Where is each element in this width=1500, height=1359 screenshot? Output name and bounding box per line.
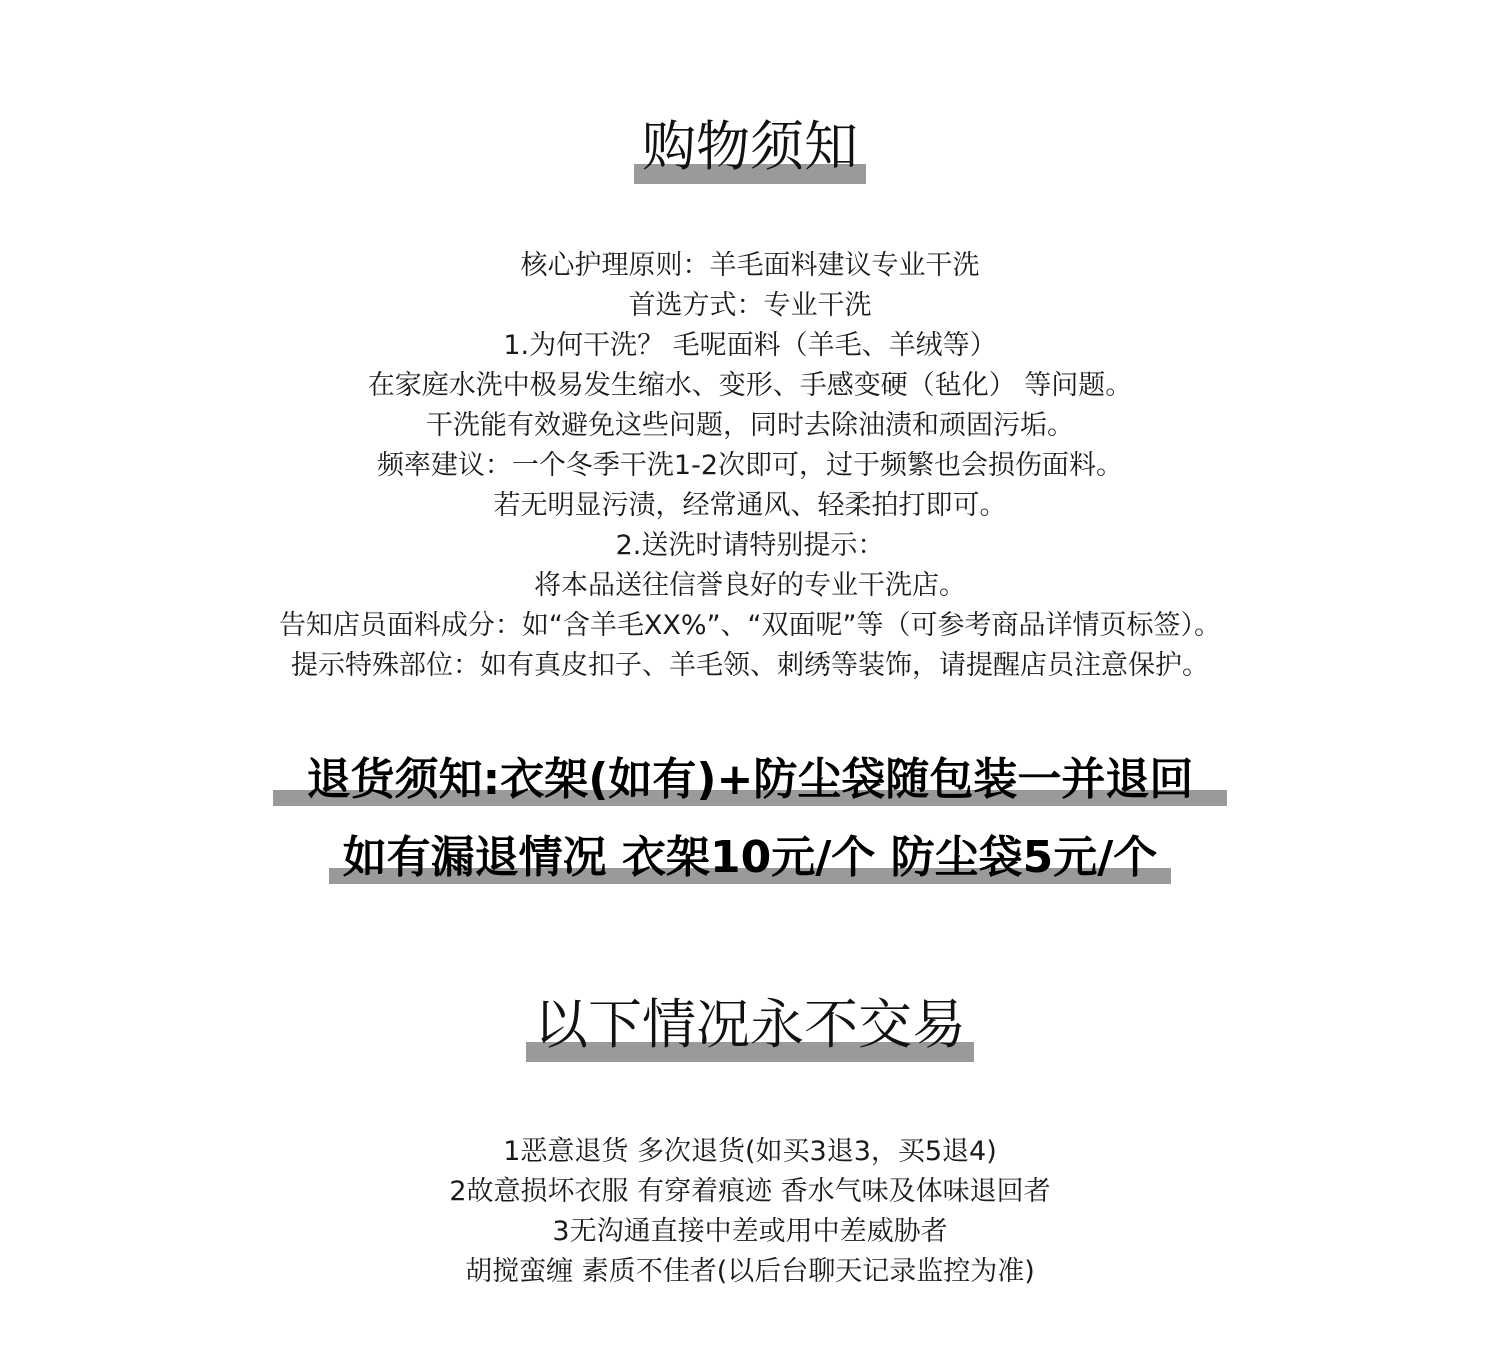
care-line: 告知店员面料成分：如“含羊毛XX%”、“双面呢”等（可参考商品详情页标签）。 — [278, 610, 1222, 641]
care-line: 2.送洗时请特别提示： — [615, 530, 885, 561]
return-notice-text-1: 退货须知:衣架(如有)+防尘袋随包装一并退回 — [306, 754, 1194, 805]
care-line: 首选方式：专业干洗 — [628, 290, 872, 321]
return-notice-line-2-wrap — [0, 830, 1500, 886]
shopping-notice-title: 购物须知 — [642, 115, 858, 178]
care-line: 将本品送往信誉良好的专业干洗店。 — [534, 570, 966, 601]
never-trade-item: 1恶意退货 多次退货(如买3退3，买5退4) — [503, 1136, 997, 1167]
care-line: 核心护理原则：羊毛面料建议专业干洗 — [520, 250, 980, 281]
never-trade-title: 以下情况永不交易 — [534, 993, 966, 1056]
shopping-notice-heading-wrap — [0, 116, 1500, 178]
never-trade-item: 3无沟通直接中差或用中差威胁者 — [552, 1216, 948, 1247]
never-trade-list — [0, 1132, 1500, 1292]
care-line: 1.为何干洗？ 毛呢面料（羊毛、羊绒等） — [503, 330, 997, 361]
never-trade-heading — [526, 994, 974, 1056]
care-instructions — [0, 246, 1500, 686]
never-trade-item: 2故意损坏衣服 有穿着痕迹 香水气味及体味退回者 — [449, 1176, 1051, 1207]
care-line: 在家庭水洗中极易发生缩水、变形、手感变硬（毡化） 等问题。 — [367, 370, 1133, 401]
care-line: 干洗能有效避免这些问题，同时去除油渍和顽固污垢。 — [426, 410, 1074, 441]
never-trade-heading-wrap — [0, 994, 1500, 1056]
care-line: 若无明显污渍，经常通风、轻柔拍打即可。 — [493, 490, 1007, 521]
return-notice-text-2: 如有漏退情况 衣架10元/个 防尘袋5元/个 — [342, 832, 1158, 883]
shopping-notice-heading — [634, 116, 866, 178]
return-notice-line-2 — [343, 830, 1158, 886]
return-notice-line-1 — [307, 752, 1194, 808]
never-trade-item: 胡搅蛮缠 素质不佳者(以后台聊天记录监控为准) — [465, 1256, 1035, 1287]
care-line: 频率建议：一个冬季干洗1-2次即可，过于频繁也会损伤面料。 — [376, 450, 1124, 481]
care-line: 提示特殊部位：如有真皮扣子、羊毛领、刺绣等装饰，请提醒店员注意保护。 — [291, 650, 1209, 681]
return-notice-line-1-wrap — [0, 752, 1500, 808]
